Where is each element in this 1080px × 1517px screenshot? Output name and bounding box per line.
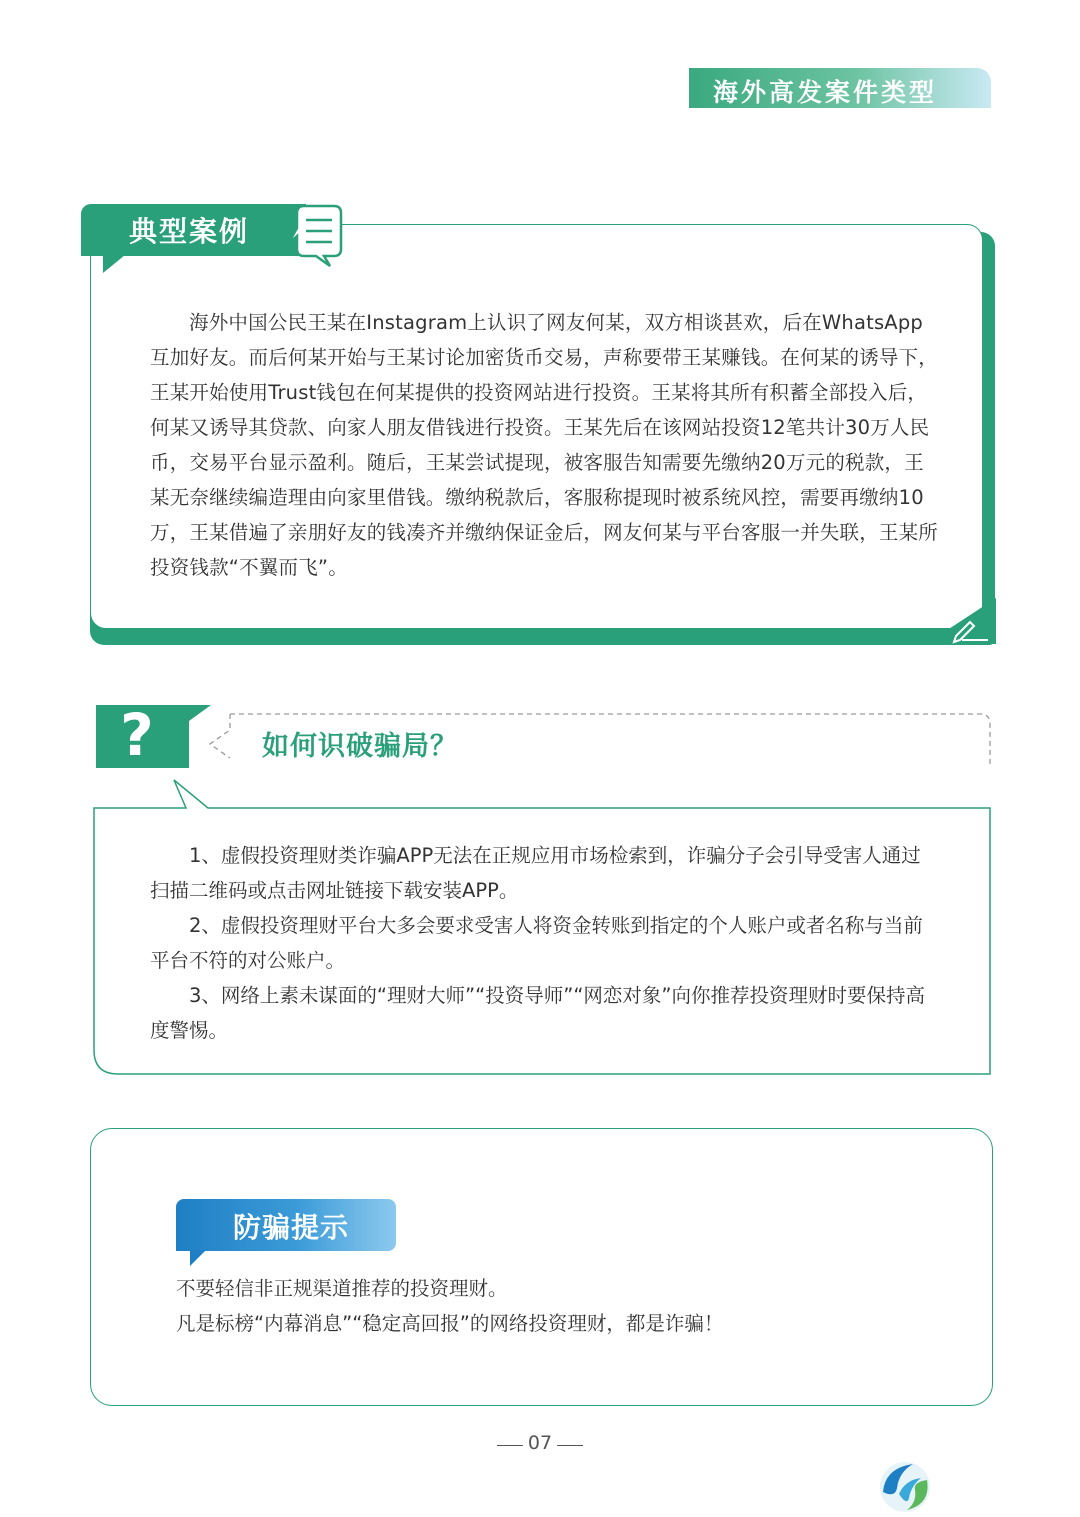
case-body-text: 海外中国公民王某在Instagram上认识了网友何某，双方相谈甚欢，后在WhatsApp互加好友。而后何某开始与王某讨论加密货币交易，声称要带王某赚钱。在何某的诱导下，王某开始使用Trust钱包在何某提供的投资网站进行投资。王某将其所有积蓄全部投入后，何某又诱导其贷款、向家人朋友借钱进行投资。王某先后在该网站投资12笔共计30万人民币，交易平台显示盈利。随后，王某尝试提现，被客服告知需要先缴纳20万元的税款，王某无奈继续编造理由向家里借钱。缴纳税款后，客服称提现时被系统风控，需要再缴纳10万，王某借遍了亲朋好友的钱凑齐并缴纳保证金后，网友何某与平台客服一并失联，王某所投资钱款“不翼而飞”。 [150, 311, 939, 579]
identify-tip-2: 2、虚假投资理财平台大多会要求受害人将资金转账到指定的个人账户或者名称与当前平台不符的对公账户。 [150, 914, 923, 972]
identify-title: 如何识破骗局？ [262, 731, 458, 762]
section-header-tag [689, 68, 991, 108]
section-header-title: 海外高发案件类型 [713, 78, 938, 107]
pen-icon [926, 596, 996, 644]
page-number: 07 [493, 1432, 587, 1454]
logo-icon [877, 1458, 933, 1514]
identify-tip-1: 1、虚假投资理财类诈骗APP无法在正规应用市场检索到，诈骗分子会引导受害人通过扫描二维码或点击网址链接下载安装APP。 [150, 844, 921, 902]
identify-tip-3: 3、网络上素未谋面的“理财大师”“投资导师”“网恋对象”向你推荐投资理财时要保持高度警惕。 [150, 984, 926, 1042]
warning-box [90, 1128, 993, 1406]
warning-line-1: 不要轻信非正规渠道推荐的投资理财。 [176, 1277, 508, 1300]
note-icon [286, 204, 343, 268]
question-mark-icon: ? [120, 701, 154, 769]
case-title-tab-tail [103, 255, 125, 273]
warning-title: 防骗提示 [233, 1211, 350, 1244]
warning-badge-tail [190, 1250, 206, 1266]
case-title: 典型案例 [129, 215, 250, 248]
warning-line-2: 凡是标榜“内幕消息”“稳定高回报”的网络投资理财，都是诈骗！ [176, 1312, 724, 1335]
